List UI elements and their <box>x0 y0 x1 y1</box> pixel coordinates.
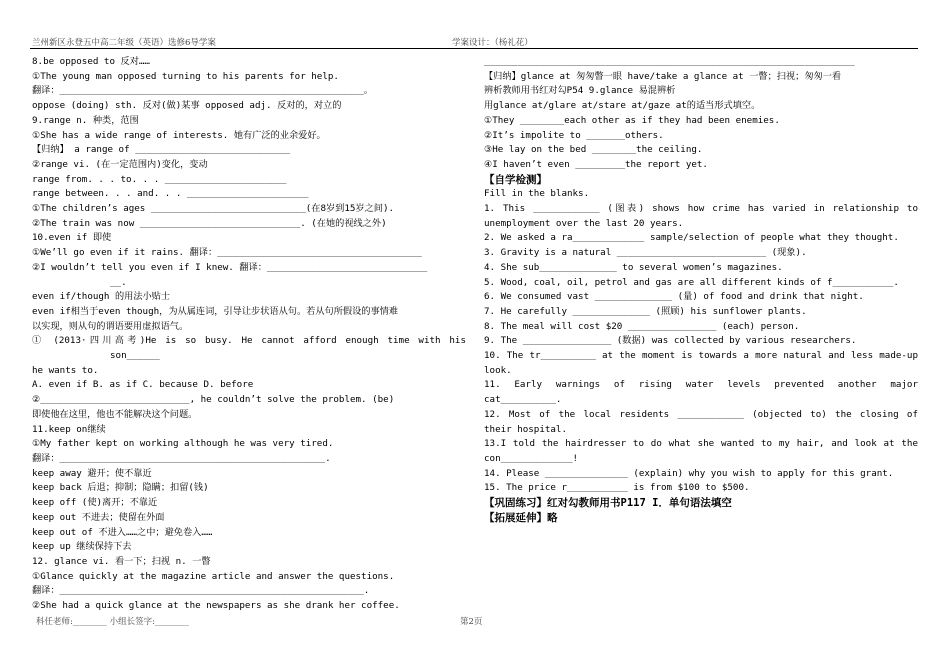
text-line: ②The train was now _____________________________. (在她的视线之外) <box>32 217 387 229</box>
text-line: oppose (doing) sth. 反对(做)某事 opposed adj. 反对的，对立的 <box>32 100 342 112</box>
footer-left: 科任老师:________ 小组长签字:________ <box>36 617 189 627</box>
text-line: 翻译：_______________________________________________________. <box>32 585 370 597</box>
text-line: 8.be opposed to 反对…… <box>32 56 150 67</box>
text-line: A. even if B. as if C. because D. before <box>32 379 254 391</box>
text-line: 【归纳】 a range of ____________________________ <box>32 144 291 156</box>
text-line: ②___________________________, he couldn’t solve the problem. (be) <box>32 394 395 406</box>
text-line: ②I wouldn’t tell you even if I knew. 翻译：_____________________________ <box>32 261 428 273</box>
text-line: ①My father kept on working although he was very tired. <box>32 438 334 450</box>
text-line: ②It’s impolite to _______others. <box>484 129 664 141</box>
text-line: ②She had a quick glance at the newspapers as she drank her coffee. <box>32 600 400 612</box>
text-line: 翻译：_______________________________________________________。 <box>32 85 373 97</box>
text-line: ①They ________each other as if they had been enemies. <box>484 114 780 126</box>
text-line: keep off (使)离开；不靠近 <box>32 497 158 509</box>
text-line: ①We’ll go even if it rains. 翻译：_____________________________________ <box>32 247 422 259</box>
header-left: 兰州新区永登五中高二年级（英语）选修6导学案 <box>32 38 216 48</box>
text-line: ___________________________________________________________________ <box>484 56 855 67</box>
text-line: 翻译：________________________________________________. <box>32 452 331 464</box>
text-line: 9. The ________________ (数据) was collected by various researchers. <box>484 335 857 347</box>
text-line: keep away 避开；使不靠近 <box>32 467 152 479</box>
text-line: 以实现，则从句的谓语要用虚拟语气。 <box>32 320 189 332</box>
text-line: 8. The meal will cost $20 ________________ (each) person. <box>484 320 800 332</box>
left-column <box>32 55 466 614</box>
text-line: range between. . . and. . . ______________________ <box>32 188 309 200</box>
text-line: even if/though 的用法小贴士 <box>32 291 171 303</box>
text-line: 2. We asked a ra_____________ sample/selection of people what they thought. <box>484 232 899 244</box>
text-line: ①She has a wide range of interests. 她有广泛的业余爱好。 <box>32 129 326 141</box>
text-line: 1. This ____________ (图表) shows how crime has varied in relationship to <box>484 203 918 215</box>
text-line: 6. We consumed vast ______________ (量) of food and drink that night. <box>484 291 864 303</box>
text-line: even if相当于even though，为从属连词，引导让步状语从句。若从句所假设的事情难 <box>32 305 399 317</box>
text-line: con_____________! <box>484 452 579 464</box>
text-line: unemployment over the last 20 years. <box>484 217 684 229</box>
text-line: keep up 继续保持下去 <box>32 541 132 553</box>
text-line: 4. She sub______________ to several women’s magazines. <box>484 261 783 273</box>
text-line: keep out 不进去；使留在外面 <box>32 511 165 523</box>
text-line: Fill in the blanks. <box>484 188 590 200</box>
text-line: keep out of 不进入……之中；避免卷入…… <box>32 526 213 538</box>
text-line: look. <box>484 364 512 376</box>
text-line: their hospital. <box>484 423 567 435</box>
right-column <box>484 55 918 526</box>
text-line: 14. Please _______________ (explain) why you wish to apply for this grant. <box>484 467 894 479</box>
text-line: 10.even if 即使 <box>32 232 112 244</box>
text-line: 11. Early warnings of rising water levels prevented another major <box>484 379 918 391</box>
header-rule <box>30 48 918 49</box>
text-line: 9.range n. 种类，范围 <box>32 114 139 126</box>
text-line: 5. Wood, coal, oil, petrol and gas are all different kinds of f___________. <box>484 276 899 288</box>
text-line: 7. He carefully ______________ (照顾) his sunflower plants. <box>484 305 807 317</box>
text-line: __. <box>110 276 127 288</box>
footer-page-number: 第2页 <box>460 617 483 627</box>
text-line: 13.I told the hairdresser to do what she wanted to my hair, and look at the <box>484 438 918 450</box>
text-line: ①Glance quickly at the magazine article and answer the questions. <box>32 570 395 582</box>
text-line: 即使他在这里，他也不能解决这个问题。 <box>32 408 198 420</box>
header-center: 学案设计：（杨礼花） <box>452 38 533 48</box>
section-heading: 【拓展延伸】略 <box>484 511 558 524</box>
text-line: ① (2013·四川高考)He is so busy. He cannot afford enough time with his <box>32 335 466 347</box>
text-line: 15. The price r___________ is from $100 to $500. <box>484 482 750 494</box>
section-heading: 【自学检测】 <box>484 173 547 186</box>
text-line: 12. Most of the local residents ____________ (objected to) the closing of <box>484 408 918 420</box>
text-line: ①The children’s ages ____________________________(在8岁到15岁之间). <box>32 203 395 215</box>
text-line: cat__________. <box>484 394 562 406</box>
section-heading: 【巩固练习】红对勾教师用书P117 I．单句语法填空 <box>484 497 732 510</box>
text-line: 3. Gravity is a natural ___________________________ (现象). <box>484 247 807 259</box>
text-line: 用glance at/glare at/stare at/gaze at的适当形式填空。 <box>484 100 761 112</box>
text-line: range from. . . to. . . ______________________ <box>32 173 287 185</box>
text-line: son______ <box>110 350 160 362</box>
text-line: ④I haven’t even _________the report yet. <box>484 158 708 170</box>
text-line: ③He lay on the bed ________the ceiling. <box>484 144 703 156</box>
text-line: 10. The tr__________ at the moment is towards a more natural and less made-up <box>484 350 918 362</box>
text-line: he wants to. <box>32 364 99 376</box>
text-line: 12. glance vi. 看一下；扫视 n. 一瞥 <box>32 555 211 567</box>
text-line: ①The young man opposed turning to his parents for help. <box>32 70 339 82</box>
text-line: 11.keep on继续 <box>32 423 106 435</box>
text-line: 辨析教师用书红对勾P54 9.glance 易混辨析 <box>484 85 676 97</box>
text-line: ②range vi. (在一定范围内)变化，变动 <box>32 158 208 170</box>
text-line: keep back 后退；抑制；隐瞒；扣留(钱) <box>32 482 209 494</box>
text-line: 【归纳】glance at 匆匆瞥一眼 have/take a glance at 一瞥；扫视；匆匆一看 <box>484 70 842 82</box>
